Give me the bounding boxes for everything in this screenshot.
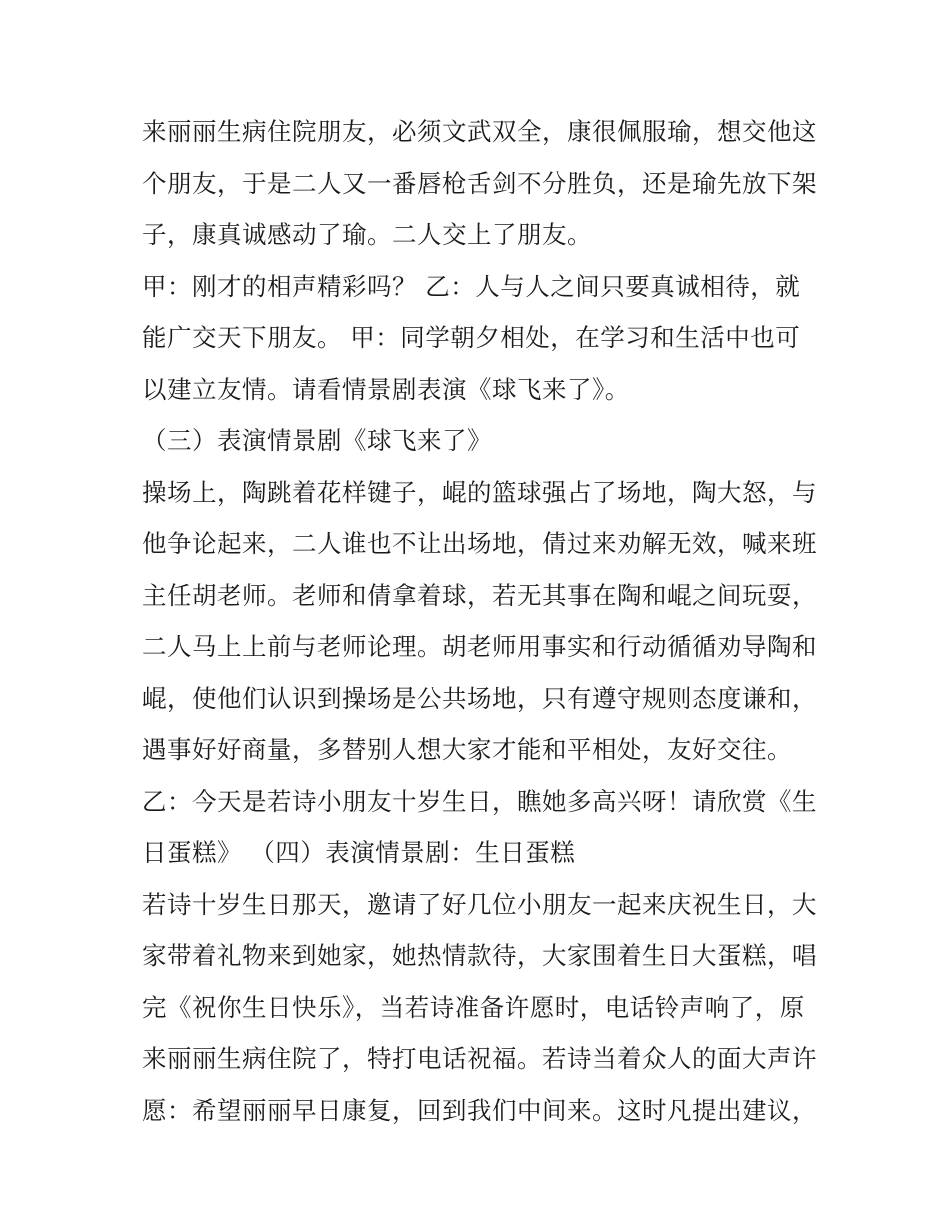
text-line-3: 子，康真诚感动了瑜。二人交上了朋友。 — [142, 220, 592, 249]
text-line-17: 家带着礼物来到她家，她热情款待，大家围着生日大蛋糕，唱 — [142, 941, 817, 970]
text-line-8: 操场上，陶跳着花样键子，崐的篮球强占了场地，陶大怒，与 — [142, 477, 817, 507]
text-line-4: 甲：刚才的相声精彩吗？ 乙：人与人之间只要真诚相待，就 — [142, 271, 801, 301]
text-line-6: 以建立友情。请看情景剧表演《球飞来了》。 — [142, 374, 630, 404]
text-line-9: 他争论起来，二人谁也不让出场地，倩过来劝解无效，喊来班 — [142, 529, 817, 558]
text-line-20: 愿：希望丽丽早日康复，回到我们中间来。这时凡提出建议， — [142, 1095, 817, 1125]
text-line-2: 个朋友，于是二人又一番唇枪舌剑不分胜负，还是瑜先放下架 — [142, 168, 817, 198]
text-line-5: 能广交天下朋友。 甲：同学朝夕相处，在学习和生活中也可 — [142, 323, 801, 352]
section-heading-3: （三）表演情景剧《球飞来了》 — [142, 426, 492, 455]
body-text — [142, 106, 822, 1136]
text-line-13: 遇事好好商量，多替别人想大家才能和平相处，友好交往。 — [142, 735, 792, 764]
text-line-18: 完《祝你生日快乐》，当若诗准备许愿时，电话铃声响了，原 — [142, 992, 805, 1022]
text-line-1: 来丽丽生病住院朋友，必须文武双全，康很佩服瑜，想交他这 — [142, 117, 817, 146]
text-line-10: 主任胡老师。老师和倩拿着球，若无其事在陶和崐之间玩耍， — [142, 580, 817, 610]
text-line-16: 若诗十岁生日那天，邀请了好几位小朋友一起来庆祝生日，大 — [142, 889, 817, 919]
text-line-14: 乙：今天是若诗小朋友十岁生日，瞧她多高兴呀！请欣赏《生 — [142, 786, 817, 816]
text-line-11: 二人马上上前与老师论理。胡老师用事实和行动循循劝导陶和 — [142, 632, 817, 661]
text-line-12: 崐，使他们认识到操场是公共场地，只有遵守规则态度谦和， — [142, 683, 817, 713]
text-line-19: 来丽丽生病住院了，特打电话祝福。若诗当着众人的面大声许 — [142, 1044, 817, 1073]
text-line-15: 日蛋糕》 （四）表演情景剧：生日蛋糕 — [142, 838, 576, 867]
